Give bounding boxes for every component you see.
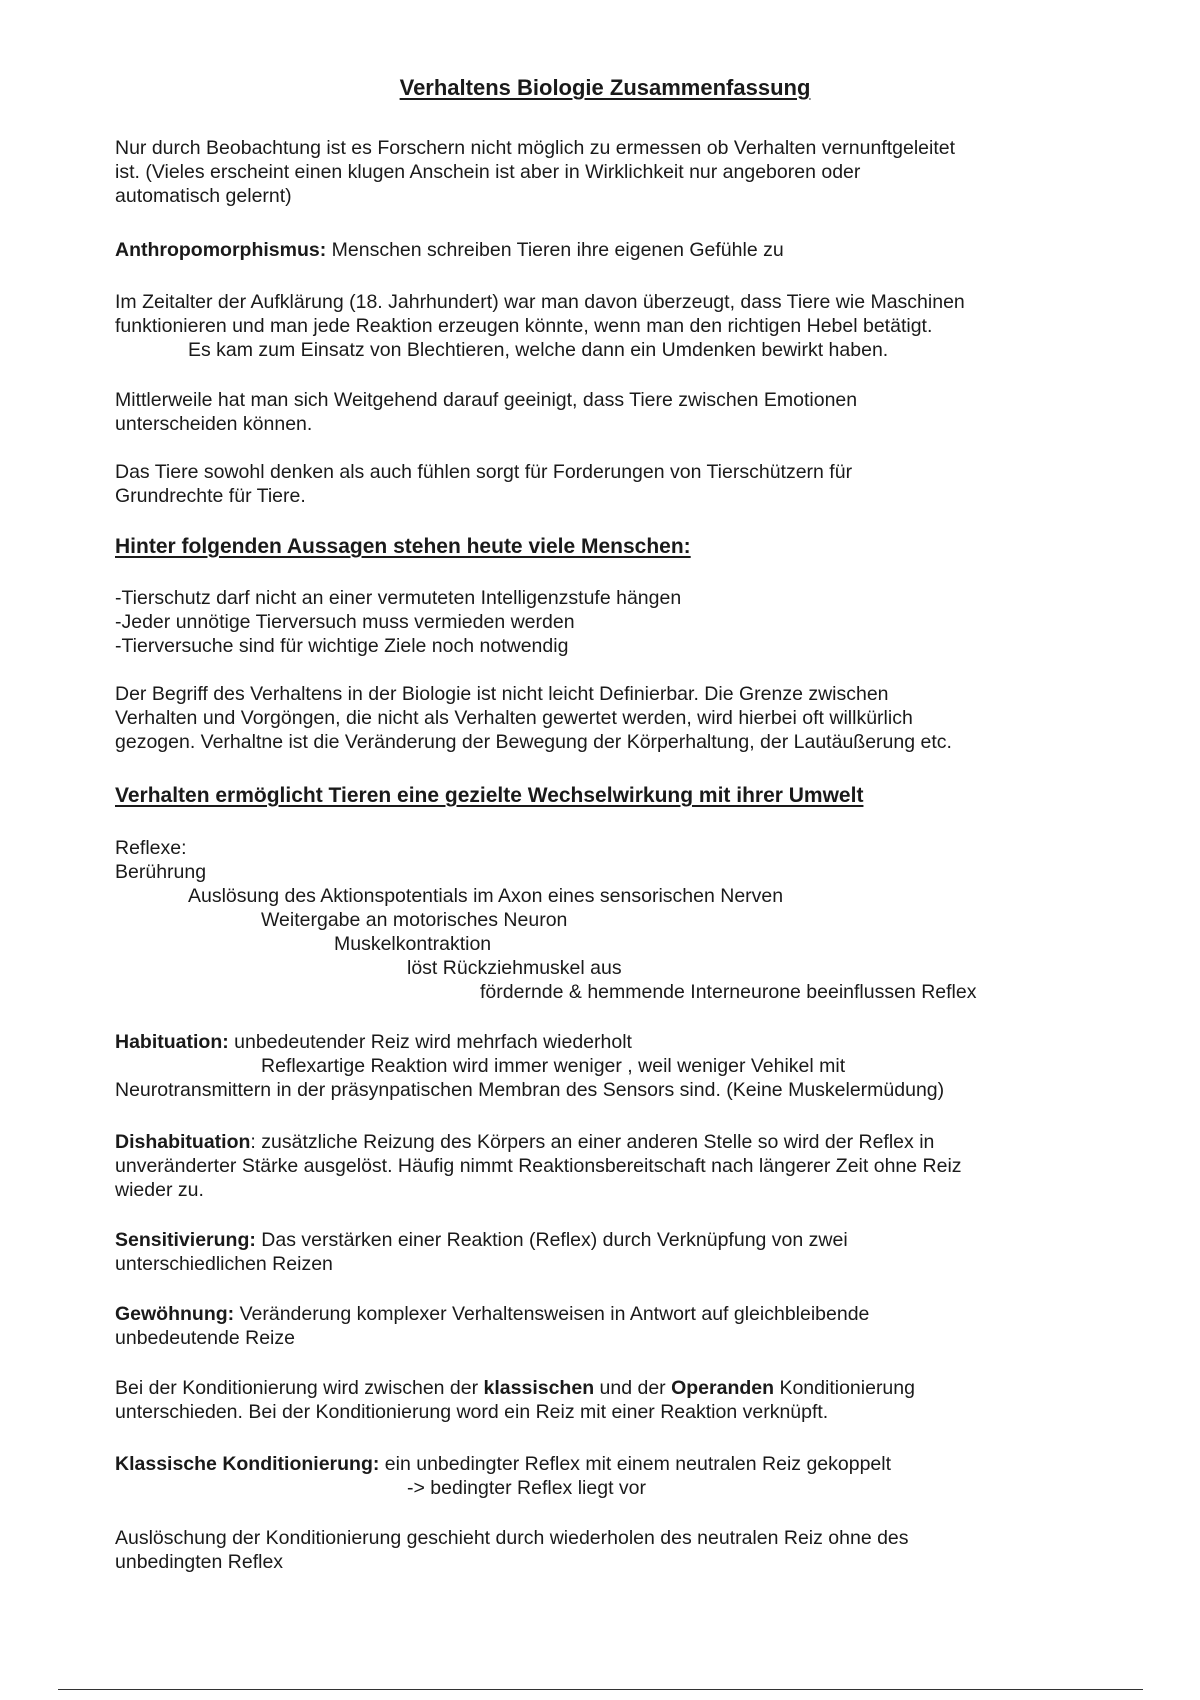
- text-line: automatisch gelernt): [115, 185, 292, 207]
- term-label: Gewöhnung:: [115, 1303, 235, 1325]
- klassische-konditionierung-definition: [115, 1452, 1095, 1500]
- list-item: -Tierversuche sind für wichtige Ziele noch notwendig: [115, 635, 569, 657]
- gewoehnung-definition: [115, 1302, 1095, 1350]
- aussagen-list: [115, 586, 1095, 658]
- definition-text: : zusätzliche Reizung des Körpers an einer anderen Stelle so wird der Reflex in: [250, 1131, 935, 1153]
- mittlerweile-paragraph: [115, 388, 1095, 436]
- list-item: -Tierschutz darf nicht an einer vermuteten Intelligenzstufe hängen: [115, 587, 682, 609]
- text-line: funktionieren und man jede Reaktion erzeugen könnte, wenn man den richtigen Hebel betätigt.: [115, 315, 933, 337]
- definition-text: unbedeutender Reiz wird mehrfach wiederholt: [228, 1031, 632, 1053]
- text-line: Der Begriff des Verhaltens in der Biologie ist nicht leicht Definierbar. Die Grenze zwischen: [115, 683, 889, 705]
- section-heading-aussagen: Hinter folgenden Aussagen stehen heute viele Menschen:: [115, 535, 691, 558]
- text-line: Auslöschung der Konditionierung geschieht durch wiederholen des neutralen Reiz ohne des: [115, 1527, 909, 1549]
- definition-text: Menschen schreiben Tieren ihre eigenen Gefühle zu: [326, 239, 784, 261]
- begriff-paragraph: [115, 682, 1095, 754]
- text-line: unveränderter Stärke ausgelöst. Häufig nimmt Reaktionsbereitschaft nach längerer Zeit ohne Reiz: [115, 1155, 962, 1177]
- reflex-step: fördernde & hemmende Interneurone beeinflussen Reflex: [480, 981, 977, 1003]
- text-fragment: und der: [594, 1377, 672, 1399]
- text-line: ist. (Vieles erscheint einen klugen Anschein ist aber in Wirklichkeit nur angeboren oder: [115, 161, 861, 183]
- text-line: Reflexartige Reaktion wird immer weniger , weil weniger Vehikel mit: [261, 1055, 846, 1077]
- term-label: Habituation:: [115, 1031, 229, 1053]
- reflexe-label: Reflexe:: [115, 837, 187, 859]
- text-line: Nur durch Beobachtung ist es Forschern nicht möglich zu ermessen ob Verhalten vernunftgeleitet: [115, 137, 956, 159]
- reflex-step: löst Rückziehmuskel aus: [407, 957, 622, 979]
- text-line: Verhalten und Vorgöngen, die nicht als Verhalten gewertet werden, wird hierbei oft willkürlich: [115, 707, 913, 729]
- dishabituation-definition: [115, 1130, 1095, 1202]
- reflex-step: Auslösung des Aktionspotentials im Axon eines sensorischen Nerven: [188, 885, 784, 907]
- text-line: -> bedingter Reflex liegt vor: [407, 1477, 646, 1499]
- text-line: unterschieden. Bei der Konditionierung word ein Reiz mit einer Reaktion verknüpft.: [115, 1401, 829, 1423]
- term-label: Anthropomorphismus:: [115, 239, 327, 261]
- document-title: Verhaltens Biologie Zusammenfassung: [399, 75, 811, 100]
- term-label: Dishabituation: [115, 1131, 251, 1153]
- reflexe-chain: [115, 836, 1095, 1004]
- bold-term: klassischen: [483, 1377, 595, 1399]
- list-item: -Jeder unnötige Tierversuch muss vermieden werden: [115, 611, 575, 633]
- text-line: unbedingten Reflex: [115, 1551, 284, 1573]
- text-line: unbedeutende Reize: [115, 1327, 295, 1349]
- text-line: Das Tiere sowohl denken als auch fühlen sorgt für Forderungen von Tierschützern für: [115, 461, 853, 483]
- text-line: Im Zeitalter der Aufklärung (18. Jahrhundert) war man davon überzeugt, dass Tiere wie Maschinen: [115, 291, 965, 313]
- text-line: unterscheiden können.: [115, 413, 313, 435]
- text-line: Grundrechte für Tiere.: [115, 485, 306, 507]
- text-line: wieder zu.: [115, 1179, 204, 1201]
- reflex-step: Muskelkontraktion: [334, 933, 492, 955]
- sensitivierung-definition: [115, 1228, 1095, 1276]
- section-heading-verhalten: Verhalten ermöglicht Tieren eine gezielte Wechselwirkung mit ihrer Umwelt: [115, 784, 864, 807]
- definition-text: Das verstärken einer Reaktion (Reflex) durch Verknüpfung von zwei: [255, 1229, 848, 1251]
- intro-paragraph: [115, 136, 1095, 208]
- term-label: Sensitivierung:: [115, 1229, 256, 1251]
- reflex-step: Weitergabe an motorisches Neuron: [261, 909, 568, 931]
- text-fragment: Konditionierung: [774, 1377, 915, 1399]
- text-line: unterschiedlichen Reizen: [115, 1253, 333, 1275]
- definition-text: Veränderung komplexer Verhaltensweisen in Antwort auf gleichbleibende: [234, 1303, 870, 1325]
- text-line: Es kam zum Einsatz von Blechtieren, welche dann ein Umdenken bewirkt haben.: [188, 339, 889, 361]
- footer-divider: [58, 1689, 1143, 1690]
- term-label: Klassische Konditionierung:: [115, 1453, 380, 1475]
- habituation-definition: [115, 1030, 1095, 1102]
- aufklaerung-paragraph: [115, 290, 1095, 362]
- text-fragment: Bei der Konditionierung wird zwischen der: [115, 1377, 484, 1399]
- anthropomorphismus-definition: [115, 238, 1095, 262]
- bold-term: Operanden: [671, 1377, 775, 1399]
- text-line: Neurotransmittern in der präsynpatischen Membran des Sensors sind. (Keine Muskelermüdung): [115, 1079, 945, 1101]
- konditionierung-paragraph: [115, 1376, 1095, 1424]
- ausloeschung-paragraph: [115, 1526, 1095, 1574]
- reflex-step: Berührung: [115, 861, 207, 883]
- definition-text: ein unbedingter Reflex mit einem neutralen Reiz gekoppelt: [379, 1453, 892, 1475]
- text-line: Mittlerweile hat man sich Weitgehend darauf geeinigt, dass Tiere zwischen Emotionen: [115, 389, 858, 411]
- denken-paragraph: [115, 460, 1095, 508]
- text-line: gezogen. Verhaltne ist die Veränderung der Bewegung der Körperhaltung, der Lautäußerung etc.: [115, 731, 952, 753]
